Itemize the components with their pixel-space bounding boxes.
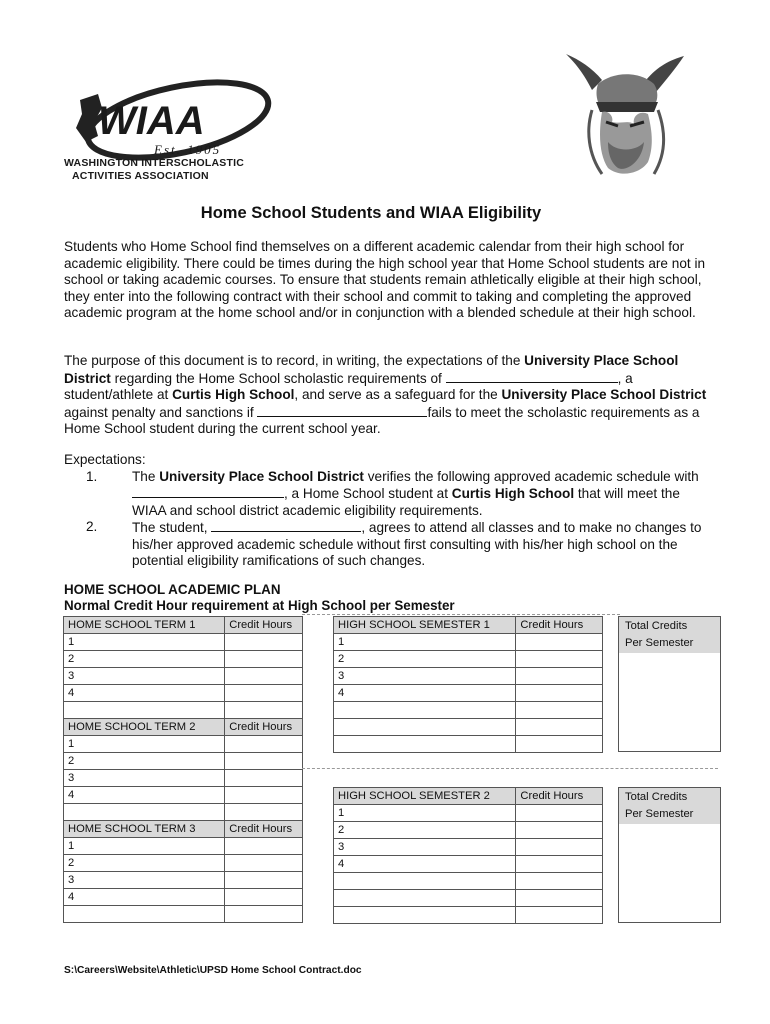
expectation-2-number: 2.: [86, 519, 98, 534]
table-row: [64, 702, 303, 719]
row-num: 1: [64, 634, 225, 651]
credit-cell[interactable]: [225, 651, 303, 668]
term1-header-row: [64, 617, 303, 634]
total-credits-box-1[interactable]: [618, 616, 721, 752]
term3-credit-hours-label: Credit Hours: [225, 821, 303, 838]
table-row: [64, 651, 303, 668]
school-name: Curtis High School: [172, 387, 295, 402]
plan-heading: HOME SCHOOL ACADEMIC PLAN: [64, 582, 281, 597]
credit-cell[interactable]: [225, 736, 303, 753]
credit-cell[interactable]: [225, 804, 303, 821]
org-line-1: WASHINGTON INTERSCHOLASTIC: [64, 157, 245, 169]
table-row: [334, 839, 603, 856]
blank-cell[interactable]: [334, 719, 516, 736]
row-num: 2: [64, 651, 225, 668]
sem2-header-row: [334, 788, 603, 805]
table-row: [64, 872, 303, 889]
student-name-blank[interactable]: [446, 370, 618, 383]
table-row: [334, 668, 603, 685]
credit-cell[interactable]: [225, 770, 303, 787]
credit-cell[interactable]: [225, 668, 303, 685]
table-row: [334, 702, 603, 719]
term1-label: HOME SCHOOL TERM 1: [64, 617, 225, 634]
credit-cell[interactable]: [516, 822, 603, 839]
total-line-2: Per Semester: [625, 808, 694, 820]
blank-cell[interactable]: [64, 906, 225, 923]
district-name-2: University Place School District: [501, 387, 707, 402]
blank-cell[interactable]: [334, 873, 516, 890]
blank-cell[interactable]: [334, 907, 516, 924]
purpose-text-6: fails to meet the scholastic requirements as a Home School student during the current school year.: [64, 404, 700, 436]
high-school-semester-2-table: [333, 787, 603, 924]
table-row: [334, 856, 603, 873]
exp1-text-c: , a Home School student at: [284, 486, 452, 501]
table-row: [64, 906, 303, 923]
sem1-header-row: [334, 617, 603, 634]
table-row: [64, 889, 303, 906]
total-line-1: Total Credits: [625, 791, 688, 803]
org-line-2: ACTIVITIES ASSOCIATION: [72, 170, 209, 182]
high-school-semester-1-table: [333, 616, 603, 753]
table-row: [334, 805, 603, 822]
total-credits-label-2: [619, 788, 720, 824]
total-credits-label-1: [619, 617, 720, 653]
wiaa-est: Est. 1905: [154, 142, 222, 157]
table-row: [64, 855, 303, 872]
exp2-text-a: The student,: [132, 520, 212, 535]
exp1-school: Curtis High School: [451, 486, 575, 501]
row-num: 1: [64, 838, 225, 855]
credit-cell[interactable]: [516, 856, 603, 873]
total-credits-box-2[interactable]: [618, 787, 721, 923]
credit-cell[interactable]: [516, 736, 603, 753]
term3-header-row: [64, 821, 303, 838]
purpose-paragraph: [64, 353, 714, 438]
table-row: [334, 736, 603, 753]
term2-label: HOME SCHOOL TERM 2: [64, 719, 225, 736]
exp2-text-b: , agrees to attend all classes and to make no changes to his/her approved academic schedule without first consulting with his/her high school on the potential eligibility ramifications of such changes.: [132, 520, 702, 568]
row-num: 4: [334, 856, 516, 873]
table-row: [64, 736, 303, 753]
purpose-text-1: The purpose of this document is to record, in writing, the expectations of the: [64, 353, 525, 368]
credit-cell[interactable]: [225, 787, 303, 804]
table-row: [334, 907, 603, 924]
credit-cell[interactable]: [516, 839, 603, 856]
credit-cell[interactable]: [225, 753, 303, 770]
exp1-district: University Place School District: [159, 468, 364, 484]
sem1-label: HIGH SCHOOL SEMESTER 1: [334, 617, 516, 634]
sem2-label: HIGH SCHOOL SEMESTER 2: [334, 788, 516, 805]
credit-cell[interactable]: [516, 651, 603, 668]
credit-cell[interactable]: [225, 634, 303, 651]
table-row: [64, 753, 303, 770]
table-row: [64, 787, 303, 804]
row-num: 1: [64, 736, 225, 753]
term2-header-row: [64, 719, 303, 736]
row-num: 2: [64, 855, 225, 872]
wiaa-org-name: [64, 157, 244, 183]
table-row: [64, 770, 303, 787]
table-row: [64, 685, 303, 702]
credit-cell[interactable]: [516, 634, 603, 651]
table-row: [64, 668, 303, 685]
row-num: 4: [334, 685, 516, 702]
row-num: 2: [334, 651, 516, 668]
credit-cell[interactable]: [225, 685, 303, 702]
table-row: [334, 719, 603, 736]
table-row: [334, 685, 603, 702]
exp1-text-d: that will meet the WIAA and school district academic eligibility requirements.: [132, 486, 680, 518]
table-row: [64, 804, 303, 821]
row-num: 2: [334, 822, 516, 839]
credit-cell[interactable]: [516, 719, 603, 736]
row-num: 3: [334, 668, 516, 685]
page-title: Home School Students and WIAA Eligibility: [200, 204, 542, 222]
blank-cell[interactable]: [334, 702, 516, 719]
credit-cell[interactable]: [225, 838, 303, 855]
total-line-1: Total Credits: [625, 620, 688, 632]
wiaa-wordmark: WIAA: [98, 99, 205, 143]
term2-credit-hours-label: Credit Hours: [225, 719, 303, 736]
purpose-text-3: , a student/athlete at: [64, 370, 633, 402]
plan-subheading: Normal Credit Hour requirement at High School per Semester: [64, 598, 455, 613]
table-row: [334, 822, 603, 839]
credit-cell[interactable]: [225, 889, 303, 906]
term1-credit-hours-label: Credit Hours: [225, 617, 303, 634]
expectation-1-number: 1.: [86, 468, 98, 484]
term3-label: HOME SCHOOL TERM 3: [64, 821, 225, 838]
blank-cell[interactable]: [334, 890, 516, 907]
credit-cell[interactable]: [516, 890, 603, 907]
total-line-2: Per Semester: [625, 637, 694, 649]
purpose-text-4: , and serve as a safeguard for the: [294, 387, 502, 402]
row-num: 4: [64, 787, 225, 804]
expectations-heading: Expectations:: [64, 452, 146, 467]
credit-cell[interactable]: [225, 872, 303, 889]
credit-cell[interactable]: [516, 685, 603, 702]
expectation-2: [64, 519, 714, 570]
divider: [302, 614, 620, 615]
row-num: 3: [334, 839, 516, 856]
table-row: [334, 873, 603, 890]
exp1-student-blank[interactable]: [132, 485, 284, 498]
credit-cell[interactable]: [516, 907, 603, 924]
expectation-1: [64, 469, 714, 520]
row-num: 3: [64, 770, 225, 787]
credit-cell[interactable]: [225, 855, 303, 872]
credit-cell[interactable]: [516, 873, 603, 890]
row-num: 3: [64, 668, 225, 685]
exp1-text-b: verifies the following approved academic schedule with: [363, 468, 699, 484]
sem1-credit-hours-label: Credit Hours: [516, 617, 603, 634]
intro-paragraph: Students who Home School find themselves on a different academic calendar from their high school for academic eligibility. There could be times during the high school year that Home School students are not in school or taking academic courses. To ensure that students remain athletically eligible at their high school, they enter into the following contract with their school and commit to taking and completing the approved academic program at the home school and/or in conjunction with a blended schedule at their high school.: [64, 239, 706, 320]
table-row: [334, 634, 603, 651]
credit-cell[interactable]: [516, 668, 603, 685]
district-name: University Place School District: [64, 353, 679, 386]
row-num: 4: [64, 685, 225, 702]
table-row: [334, 890, 603, 907]
viking-mascot-icon: [562, 50, 688, 180]
exp2-student-blank[interactable]: [211, 519, 361, 532]
table-row: [64, 634, 303, 651]
credit-cell[interactable]: [516, 702, 603, 719]
table-row: [64, 838, 303, 855]
sem2-credit-hours-label: Credit Hours: [516, 788, 603, 805]
credit-cell[interactable]: [225, 906, 303, 923]
expectations-section: [64, 452, 714, 570]
blank-cell[interactable]: [64, 702, 225, 719]
home-school-terms-table: [63, 616, 303, 923]
credit-cell[interactable]: [516, 805, 603, 822]
row-num: 3: [64, 872, 225, 889]
blank-cell[interactable]: [64, 804, 225, 821]
purpose-text-5: against penalty and sanctions if: [64, 404, 258, 420]
student-name-blank-2[interactable]: [257, 404, 427, 417]
purpose-text-2: regarding the Home School scholastic requirements of: [110, 370, 446, 386]
credit-cell[interactable]: [225, 702, 303, 719]
table-row: [334, 651, 603, 668]
file-path-footer: S:\Careers\Website\Athletic\UPSD Home School Contract.doc: [64, 965, 362, 976]
row-num: 1: [334, 634, 516, 651]
row-num: 1: [334, 805, 516, 822]
exp1-text-a: The: [132, 468, 160, 484]
row-num: 2: [64, 753, 225, 770]
divider: [302, 768, 718, 769]
blank-cell[interactable]: [334, 736, 516, 753]
row-num: 4: [64, 889, 225, 906]
